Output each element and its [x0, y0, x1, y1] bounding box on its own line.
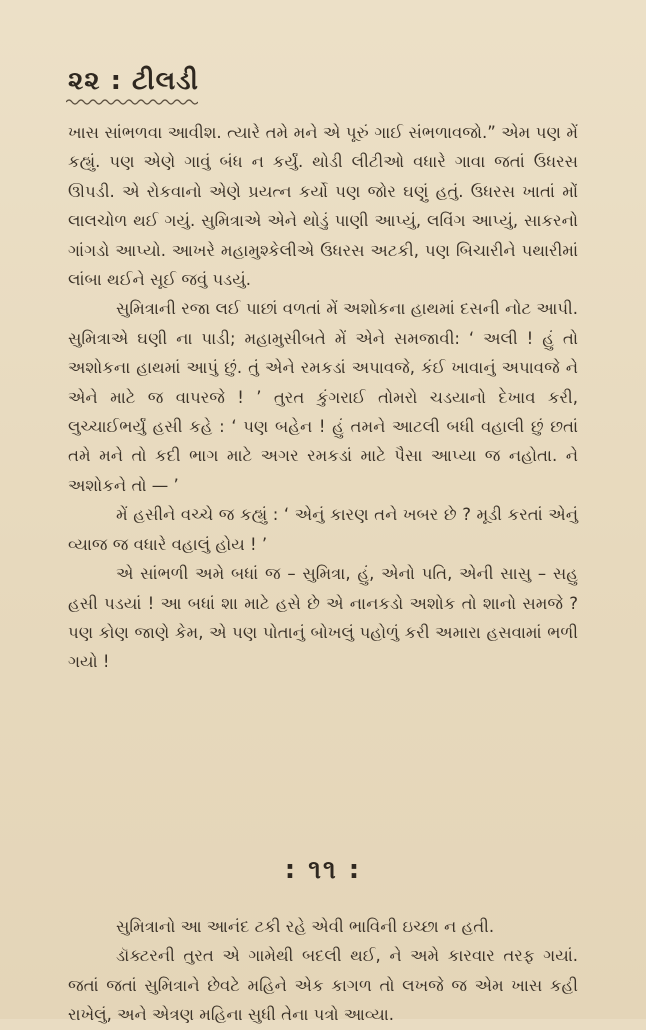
paragraph-3: મેં હસીને વચ્ચે જ કહ્યું : ‘ એનું કારણ તને ખબર છે ? મૂડી કરતાં એનું વ્યાજ જ વધારે વહાલું હોય ! ’ [68, 505, 578, 554]
paragraph-4: એ સાંભળી અમે બધાં જ – સુમિત્રા, હું, એનો પતિ, એની સાસુ – સહુ હસી પડયાં ! આ બધાં શા માટે હસે છે એ નાનકડો અશોક તો શાનો સમજે ? પણ કોણ જાણે કેમ, એ પણ પોતાનું બોખલું પહોળું કરી અમારા હસવામાં ભળી ગયો ! [68, 564, 578, 672]
paragraph-2: સુમિત્રાની રજા લઈ પાછાં વળતાં મેં અશોકના હાથમાં દસની નોટ આપી. સુમિત્રાએ ઘણી ના પાડી; મહામુસીબતે મેં એને સમજાવી: ‘ અલી ! હું તો અશોકના હાથમાં આપું છું. તું એને રમકડાં અપાવજે, કંઈ ખાવાનું અપાવજે ને એને માટે જ વાપરજે ! ’ તુરત કુંગરાઈ તોમરો ચડયાનો દેખાવ કરી, લુચ્ચાઈભર્યું હસી કહે : ‘ પણ બહેન ! હું તમને આટલી બધી વહાલી છું છતાં તમે મને તો કદી ભાગ માટે અગર રમકડાં માટે પૈસા આપ્યા જ નહોતા. ને અશોકને તો — ’ [68, 299, 578, 495]
paragraph-6: ડૉક્ટરની તુરત એ ગામેથી બદલી થઈ, ને અમે કારવાર તરફ ગયાં. જતાં જતાં સુમિત્રાને છેવટે મહિને એક કાગળ તો લખજે જ એમ ખાસ કહી રાખેલું, અને એત્રણ મહિના સુધી તેના પત્રો આવ્યા. [68, 946, 578, 1025]
section-number: : ૧૧ : [284, 855, 362, 885]
paragraph-5: સુમિત્રાનો આ આનંદ ટકી રહે એવી ભાવિની ઇચ્છા ન હતી. [116, 917, 495, 936]
header-wavy-rule [66, 98, 198, 106]
paragraph-1: ખાસ સાંભળવા આવીશ. ત્યારે તમે મને એ પૂરું ગાઈ સંભળાવજો.” એમ પણ મેં કહ્યું. પણ એણે ગાવું બંધ ન કર્યું. થોડી લીટીઓ વધારે ગાવા જતાં ઉધરસ ઊપડી. એ રોકવાનો એણે પ્રયત્ન કર્યો પણ જોર ઘણું હતું. ઉધરસ ખાતાં મોં લાલચોળ થઈ ગયું. સુમિત્રાએ એને થોડું પાણી આપ્યું, લવિંગ આપ્યું, સાકરનો ગાંગડો આપ્યો. આખરે મહામુશ્કેલીએ ઉધરસ અટકી, પણ બિચારીને પથારીમાં લાંબા થઈને સૂઈ જવું પડયું. [68, 123, 578, 290]
running-head: ૨૨ : ટીલડી [68, 66, 199, 96]
body-text-continued [68, 912, 578, 1030]
body-text [68, 118, 578, 677]
